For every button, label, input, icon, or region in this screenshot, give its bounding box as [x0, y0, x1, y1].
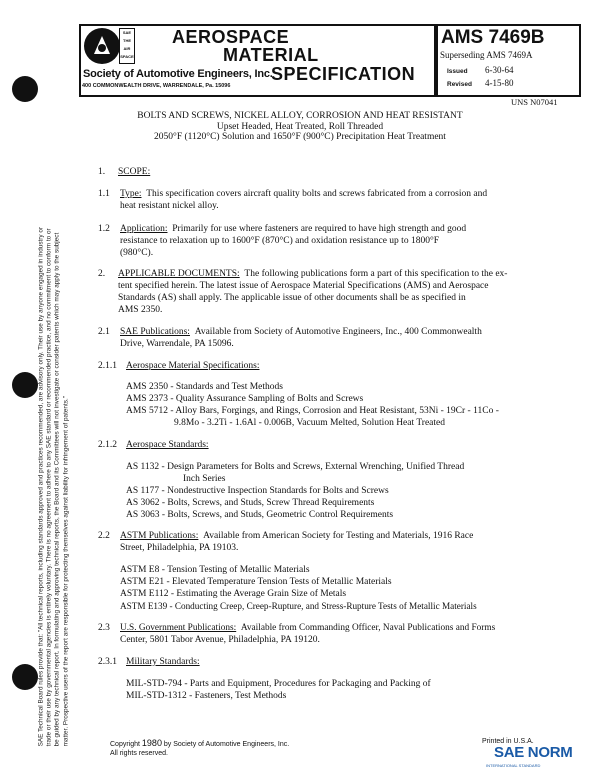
society-address: 400 COMMONWEALTH DRIVE, WARRENDALE, Pa. 15096 — [82, 83, 231, 89]
list-item: AS 3063 - Bolts, Screws, and Studs, Geometric Control Requirements — [126, 510, 394, 520]
header-specification: SPECIFICATION — [271, 64, 416, 84]
text-line: Center, 5801 Tabor Avenue, Philadelphia, PA 19120. — [120, 635, 320, 645]
section-text — [120, 188, 487, 201]
ams-number: AMS 7469B — [441, 27, 545, 48]
disclaimer-line: trade or their use by governmental agencies is entirely voluntary. There is no agreement to adhere to any SAE standard or recommended practice, and no commitment to conform to or — [45, 228, 53, 747]
doc-title-line2: Upset Headed, Heat Treated, Roll Threaded — [216, 122, 384, 132]
section-number: 2.3.1 — [98, 657, 117, 667]
text-line: Standards (AS) shall apply. The applicable issue of other documents shall be as specified in — [118, 293, 466, 303]
society-name: Society of Automotive Engineers, Inc. — [83, 68, 273, 80]
doc-title-line1: BOLTS AND SCREWS, NICKEL ALLOY, CORROSION AND HEAT RESISTANT — [137, 111, 463, 121]
list-item: MIL-STD-794 - Parts and Equipment, Procedures for Packaging and Packing of — [126, 679, 431, 689]
logo-line: AIR — [123, 46, 131, 51]
watermark-logo: SAE NORM — [494, 744, 573, 761]
logo-line: SAE — [122, 30, 132, 35]
text-line: The following publications form a part of this specification to the ex- — [244, 269, 508, 279]
header-aerospace: AEROSPACE — [172, 27, 290, 47]
section-label: Aerospace Material Specifications: — [126, 361, 260, 371]
text-line: tent specified herein. The latest issue of Aerospace Material Specifications (AMS) and Aerospace — [118, 281, 489, 291]
text-line: This specification covers aircraft quality bolts and screws fabricated from a corrosion and — [146, 189, 488, 199]
sae-logo-text — [119, 28, 135, 64]
issued-date: 6-30-64 — [485, 65, 514, 75]
section-text — [120, 530, 473, 543]
text-line: Available from Society of Automotive Engineers, Inc., 400 Commonwealth — [194, 327, 482, 337]
sae-logo-icon — [84, 28, 120, 64]
rights-reserved: All rights reserved. — [110, 750, 168, 757]
disclaimer-line: be guided by any technical report. In formulating and approving technical reports, the Board and its Committees will not investigate or consider patents which may apply to the subject — [54, 232, 61, 747]
revised-label: Revised — [447, 81, 472, 88]
doc-title-line3: 2050°F (1120°C) Solution and 1650°F (900°C) Precipitation Heat Treatment — [154, 132, 446, 142]
section-text — [118, 268, 507, 281]
text-line: Drive, Warrendale, PA 15096. — [120, 339, 234, 349]
section-number: 2.1.1 — [98, 361, 117, 371]
copyright-suffix: by Society of Automotive Engineers, Inc. — [163, 741, 290, 748]
section-label: APPLICABLE DOCUMENTS: — [118, 269, 240, 279]
section-heading: SCOPE: — [118, 167, 151, 177]
binder-hole — [12, 372, 38, 398]
section-text — [120, 622, 495, 635]
section-label: Aerospace Standards: — [126, 440, 209, 450]
uns-number: UNS N07041 — [511, 97, 558, 107]
logo-line: SPACE — [120, 54, 134, 59]
list-item: ASTM E21 - Elevated Temperature Tension Tests of Metallic Materials — [120, 577, 392, 587]
list-item: AS 3062 - Bolts, Screws, and Studs, Screw Thread Requirements — [126, 498, 375, 508]
section-label: Type: — [120, 189, 142, 199]
disclaimer-line: matter. Prospective users of the report are responsible for protecting themselves against liability for infringement of patents." — [62, 396, 70, 747]
superseding: Superseding AMS 7469A — [440, 50, 533, 60]
section-number: 2.1 — [98, 327, 110, 337]
section-number: 2. — [98, 269, 106, 279]
list-item: AMS 5712 - Alloy Bars, Forgings, and Rings, Corrosion and Heat Resistant, 53Ni - 19Cr - 11Co - — [126, 406, 499, 416]
section-label: U.S. Government Publications: — [120, 623, 237, 633]
list-item: 9.8Mo - 3.2Ti - 1.6Al - 0.006B, Vacuum Melted, Solution Heat Treated — [174, 418, 446, 428]
section-text — [120, 326, 482, 339]
text-line: heat resistant nickel alloy. — [120, 201, 219, 211]
logo-line: THE — [123, 38, 131, 43]
section-number: 1. — [98, 167, 106, 177]
list-item: ASTM E112 - Estimating the Average Grain Size of Metals — [120, 589, 347, 599]
header-material: MATERIAL — [223, 45, 319, 65]
watermark-sub: INTERNATIONAL STANDARD — [486, 763, 541, 768]
section-text — [120, 223, 466, 236]
text-line: Available from American Society for Testing and Materials, 1916 Race — [203, 531, 474, 541]
list-item: ASTM E8 - Tension Testing of Metallic Materials — [120, 565, 310, 575]
copyright-year: 1980 — [141, 738, 162, 748]
copyright — [110, 738, 289, 748]
list-item: AS 1132 - Design Parameters for Bolts and Screws, External Wrenching, Unified Thread — [126, 462, 465, 472]
list-item: AMS 2350 - Standards and Test Methods — [126, 382, 283, 392]
issued-label: Issued — [447, 68, 468, 75]
disclaimer-line: SAE Technical Board rules provide that: "All technical reports, including standards approved and practices recommended, are advisory only. Their use by anyone engaged in industry or — [37, 226, 45, 747]
section-number: 2.2 — [98, 531, 110, 541]
revised-date: 4-15-80 — [485, 78, 514, 88]
section-number: 2.3 — [98, 623, 110, 633]
section-number: 2.1.2 — [98, 440, 117, 450]
text-line: Available from Commanding Officer, Naval Publications and Forms — [240, 623, 496, 633]
section-label: Military Standards: — [126, 657, 200, 667]
section-label: Application: — [120, 224, 168, 234]
text-line: AMS 2350. — [118, 305, 163, 315]
text-line: (980°C). — [120, 248, 154, 258]
list-item: AS 1177 - Nondestructive Inspection Standards for Bolts and Screws — [126, 486, 389, 496]
section-label: ASTM Publications: — [120, 531, 199, 541]
binder-hole — [12, 76, 38, 102]
copyright-prefix: Copyright — [110, 741, 140, 748]
text-line: Street, Philadelphia, PA 19103. — [120, 543, 239, 553]
section-number: 1.1 — [98, 189, 110, 199]
legal-disclaimer — [38, 126, 71, 746]
text-line: resistance to relaxation up to 1600°F (870°C) and oxidation resistance up to 1800°F — [120, 236, 440, 246]
section-label: SAE Publications: — [120, 327, 190, 337]
text-line: Primarily for use where fasteners are required to have high strength and good — [172, 224, 467, 234]
list-item: MIL-STD-1312 - Fasteners, Test Methods — [126, 691, 287, 701]
binder-hole — [12, 664, 38, 690]
list-item: AMS 2373 - Quality Assurance Sampling of Bolts and Screws — [126, 394, 364, 404]
list-item: ASTM E139 - Conducting Creep, Creep-Rupture, and Stress-Rupture Tests of Metallic Materials — [120, 601, 477, 611]
printed-in: Printed in U.S.A. — [482, 738, 534, 745]
section-number: 1.2 — [98, 224, 110, 234]
list-item: Inch Series — [183, 474, 226, 484]
